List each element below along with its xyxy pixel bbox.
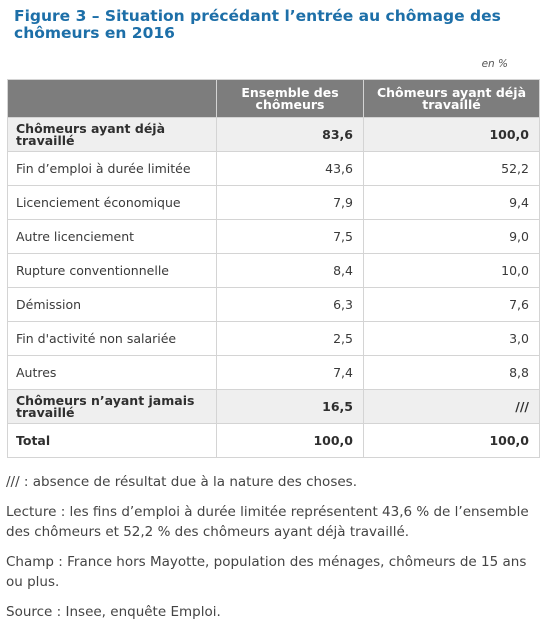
note-lecture: Lecture : les fins d’emploi à durée limitée représentent 43,6 % de l’ensemble des chômeurs et 52,2 % des chômeurs ayant déjà travaillé.	[6, 504, 529, 540]
table-row	[8, 356, 540, 390]
row-label: Total	[8, 424, 217, 458]
header-label	[8, 80, 217, 118]
cell-ayant-travaille: 7,6	[364, 288, 540, 322]
table-row	[8, 186, 540, 220]
cell-ensemble: 43,6	[217, 152, 364, 186]
cell-ensemble: 83,6	[217, 118, 364, 152]
note-champ: Champ : France hors Mayotte, population des ménages, chômeurs de 15 ans ou plus.	[6, 554, 527, 590]
table-row	[8, 220, 540, 254]
cell-ensemble: 7,4	[217, 356, 364, 390]
cell-ayant-travaille: 52,2	[364, 152, 540, 186]
table-row	[8, 254, 540, 288]
figure-title: Figure 3 – Situation précédant l’entrée au chômage des chômeurs en 2016	[14, 7, 501, 42]
cell-ayant-travaille: 3,0	[364, 322, 540, 356]
note-source: Source : Insee, enquête Emploi.	[6, 604, 221, 620]
table-header-row	[8, 80, 540, 118]
note-symbol: /// : absence de résultat due à la nature des choses.	[6, 474, 357, 490]
cell-ensemble: 6,3	[217, 288, 364, 322]
table-row	[8, 288, 540, 322]
cell-ayant-travaille: 8,8	[364, 356, 540, 390]
notes	[6, 472, 536, 632]
table-row	[8, 322, 540, 356]
row-label: Licenciement économique	[8, 186, 217, 220]
row-label: Fin d’emploi à durée limitée	[8, 152, 217, 186]
cell-ayant-travaille: 100,0	[364, 118, 540, 152]
row-label: Chômeurs ayant déjà travaillé	[8, 118, 217, 152]
cell-ayant-travaille: 10,0	[364, 254, 540, 288]
cell-ensemble: 2,5	[217, 322, 364, 356]
cell-ensemble: 16,5	[217, 390, 364, 424]
table-row	[8, 152, 540, 186]
row-label: Démission	[8, 288, 217, 322]
row-label: Fin d'activité non salariée	[8, 322, 217, 356]
cell-ayant-travaille: 9,0	[364, 220, 540, 254]
table-row	[8, 390, 540, 424]
data-table	[7, 79, 540, 458]
row-label: Autres	[8, 356, 217, 390]
cell-ensemble: 100,0	[217, 424, 364, 458]
cell-ensemble: 7,5	[217, 220, 364, 254]
cell-ayant-travaille: ///	[364, 390, 540, 424]
cell-ensemble: 7,9	[217, 186, 364, 220]
header-ensemble: Ensemble des chômeurs	[217, 80, 364, 118]
table-row	[8, 118, 540, 152]
header-ayant-travaille: Chômeurs ayant déjà travaillé	[364, 80, 540, 118]
row-label: Rupture conventionnelle	[8, 254, 217, 288]
cell-ayant-travaille: 9,4	[364, 186, 540, 220]
cell-ayant-travaille: 100,0	[364, 424, 540, 458]
row-label: Chômeurs n’ayant jamais travaillé	[8, 390, 217, 424]
table-row-total	[8, 424, 540, 458]
row-label: Autre licenciement	[8, 220, 217, 254]
unit-label: en %	[481, 58, 508, 70]
cell-ensemble: 8,4	[217, 254, 364, 288]
